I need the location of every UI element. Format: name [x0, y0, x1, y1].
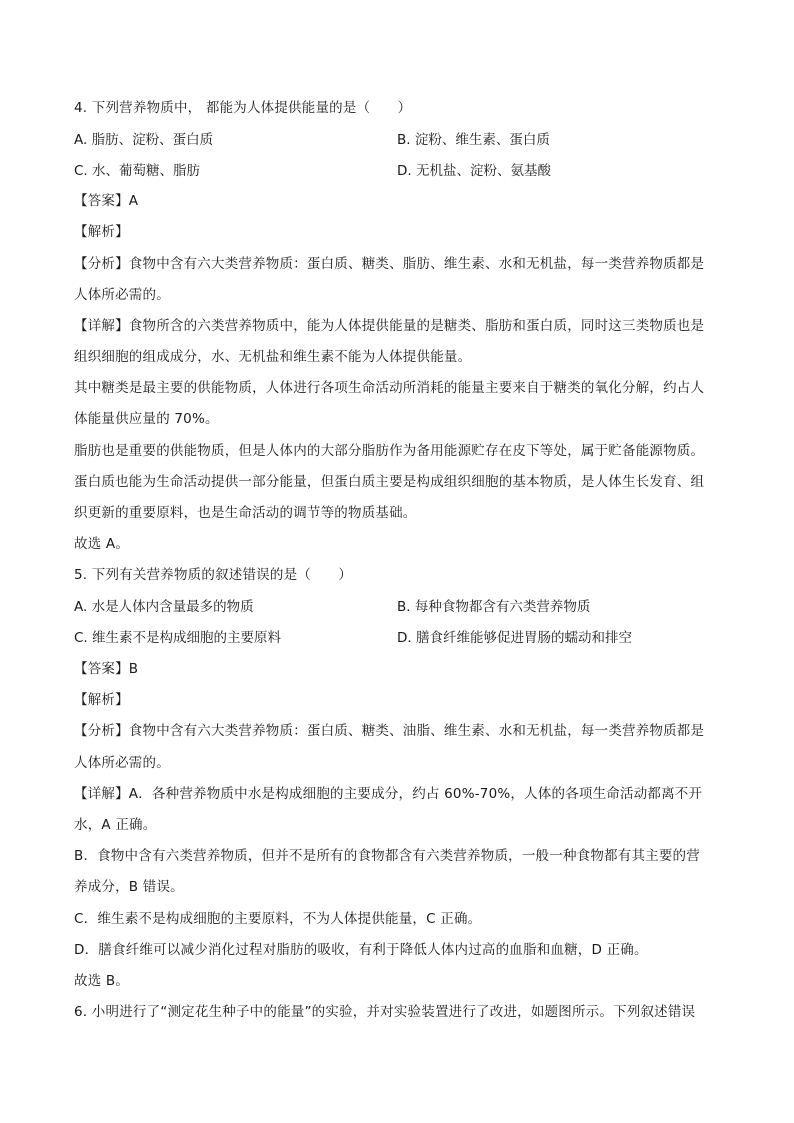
q4-analysis-line: 【分析】食物中含有六大类营养物质：蛋白质、糖类、脂肪、维生素、水和无机盐，每一类营养物质都是	[74, 256, 705, 272]
q5-analysis-line: 【详解】A．各种营养物质中水是构成细胞的主要成分，约占 60%-70%，人体的各项生命活动都离不开	[74, 786, 703, 802]
q4-analysis-line: 组织细胞的组成成分，水、无机盐和维生素不能为人体提供能量。	[74, 349, 472, 365]
q4-analysis-line: 人体所必需的。	[74, 287, 170, 303]
q4-answer: 【答案】A	[74, 193, 139, 209]
q4-conclusion: 故选 A。	[74, 536, 130, 552]
q4-analysis-line: 体能量供应量的 70%。	[74, 411, 219, 427]
q5-analysis-line: 【分析】食物中含有六大类营养物质：蛋白质、糖类、油脂、维生素、水和无机盐，每一类营养物质都是	[74, 723, 705, 739]
q5-analysis-line: 养成分，B 错误。	[74, 879, 184, 895]
q5-analysis-title: 【解析】	[74, 692, 129, 708]
q4-analysis-title: 【解析】	[74, 224, 129, 240]
q5-option-c: C. 维生素不是构成细胞的主要原料	[74, 630, 282, 646]
q5-stem: 5. 下列有关营养物质的叙述错误的是（ ）	[74, 567, 353, 583]
q5-conclusion: 故选 B。	[74, 973, 130, 989]
q5-analysis-line: C．维生素不是构成细胞的主要原料，不为人体提供能量，C 正确。	[74, 911, 482, 927]
q5-answer: 【答案】B	[74, 661, 139, 677]
q6-stem: 6. 小明进行了“测定花生种子中的能量”的实验，并对实验装置进行了改进，如题图所示。下列叙述错误	[74, 1004, 696, 1020]
q5-analysis-line: 人体所必需的。	[74, 755, 170, 771]
q4-analysis-line: 【详解】食物所含的六类营养物质中，能为人体提供能量的是糖类、脂肪和蛋白质，同时这三类物质也是	[74, 318, 705, 334]
q5-analysis-line: B．食物中含有六类营养物质，但并不是所有的食物都含有六类营养物质，一般一种食物都有其主要的营	[74, 848, 700, 864]
q4-analysis-line: 蛋白质也能为生命活动提供一部分能量，但蛋白质主要是构成组织细胞的基本物质，是人体生长发育、组	[74, 474, 705, 490]
q4-analysis-line: 脂肪也是重要的供能物质，但是人体内的大部分脂肪作为备用能源贮存在皮下等处，属于贮备能源物质。	[74, 443, 705, 459]
q5-analysis-line: D．膳食纤维可以减少消化过程对脂肪的吸收，有利于降低人体内过高的血脂和血糖，D 正确。	[74, 942, 648, 958]
q4-option-c: C. 水、葡萄糖、脂肪	[74, 163, 201, 179]
q4-option-d: D. 无机盐、淀粉、氨基酸	[397, 163, 551, 179]
q4-option-b: B. 淀粉、维生素、蛋白质	[397, 132, 550, 148]
q5-option-d: D. 膳食纤维能够促进胃肠的蠕动和排空	[397, 630, 632, 646]
q4-analysis-line: 织更新的重要原料，也是生命活动的调节等的物质基础。	[74, 505, 417, 521]
q5-option-a: A. 水是人体内含量最多的物质	[74, 599, 254, 615]
q5-option-b: B. 每种食物都含有六类营养物质	[397, 599, 591, 615]
q4-analysis-line: 其中糖类是最主要的供能物质，人体进行各项生命活动所消耗的能量主要来自于糖类的氧化分解，约占人	[74, 380, 705, 396]
q4-stem: 4. 下列营养物质中， 都能为人体提供能量的是（ ）	[74, 100, 412, 116]
q5-analysis-line: 水，A 正确。	[74, 817, 157, 833]
q4-option-a: A. 脂肪、淀粉、蛋白质	[74, 132, 214, 148]
